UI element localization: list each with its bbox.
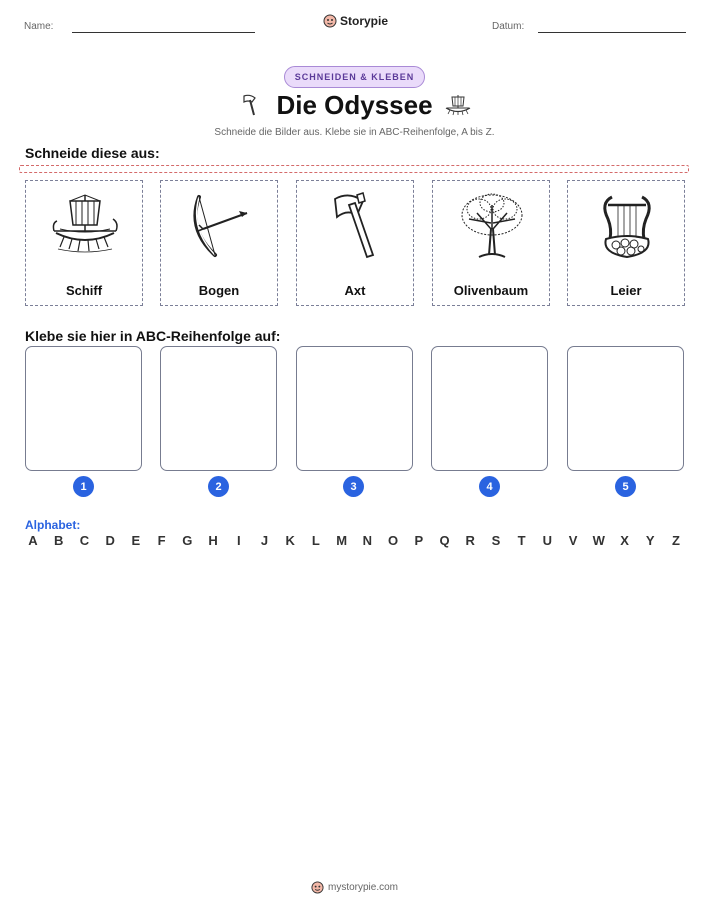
alphabet-letter: L — [311, 533, 320, 548]
alphabet-letter: R — [465, 533, 475, 548]
alphabet-letter: E — [131, 533, 141, 548]
storypie-logo — [323, 14, 388, 28]
slot-number-3: 3 — [343, 476, 364, 497]
alphabet-letter: W — [592, 533, 605, 548]
cut-card-ship[interactable] — [25, 180, 143, 306]
ship-icon — [50, 189, 120, 263]
alphabet-letter: Y — [645, 533, 655, 548]
date-line[interactable] — [538, 32, 686, 33]
axe-icon — [321, 189, 391, 263]
alphabet-letter: F — [157, 533, 166, 548]
brand-name: Storypie — [340, 14, 389, 28]
alphabet-letter: X — [620, 533, 629, 548]
alphabet-letter: U — [542, 533, 553, 548]
activity-badge: SCHNEIDEN & KLEBEN — [284, 66, 425, 88]
alphabet-letter: Z — [671, 533, 680, 548]
bow-icon — [185, 189, 255, 263]
paste-slot-5[interactable] — [567, 346, 684, 471]
ship-small-icon — [444, 93, 472, 117]
card-label-ship: Schiff — [65, 283, 103, 298]
slot-number-1: 1 — [73, 476, 94, 497]
instructions: Schneide die Bilder aus. Klebe sie in ABC-Reihenfolge, A bis Z. — [214, 127, 495, 138]
cut-card-bow[interactable] — [160, 180, 278, 306]
paste-slot-3[interactable] — [296, 346, 413, 471]
alphabet-title: Alphabet: — [25, 518, 81, 532]
date-label: Datum: — [492, 21, 525, 32]
alphabet-letter: H — [208, 533, 218, 548]
card-label-bow: Bogen — [198, 283, 240, 298]
slot-number-2: 2 — [208, 476, 229, 497]
cut-heading: Schneide diese aus: — [25, 145, 160, 161]
name-label: Name: — [24, 21, 54, 32]
cut-card-lyre[interactable] — [567, 180, 685, 306]
alphabet-letter: N — [362, 533, 373, 548]
card-label-olive-tree: Olivenbaum — [453, 283, 529, 298]
slot-number-4: 4 — [479, 476, 500, 497]
alphabet-letter: T — [517, 533, 526, 548]
storypie-mascot-icon — [323, 14, 337, 28]
alphabet-letter: O — [388, 533, 399, 548]
alphabet-letter: G — [182, 533, 193, 548]
card-label-lyre: Leier — [610, 283, 642, 298]
storypie-mascot-icon — [311, 881, 324, 894]
alphabet-row — [25, 533, 684, 548]
alphabet-letter: M — [336, 533, 348, 548]
lyre-icon — [592, 189, 662, 263]
cut-card-olive-tree[interactable] — [432, 180, 550, 306]
cut-line — [19, 165, 689, 173]
alphabet-letter: C — [79, 533, 90, 548]
slot-number-5: 5 — [615, 476, 636, 497]
cut-card-axe[interactable] — [296, 180, 414, 306]
alphabet-letter: D — [105, 533, 115, 548]
alphabet-letter: S — [491, 533, 501, 548]
alphabet-letter: B — [54, 533, 64, 548]
paste-slot-2[interactable] — [160, 346, 277, 471]
alphabet-letter: V — [568, 533, 578, 548]
alphabet-letter: P — [414, 533, 424, 548]
alphabet-letter: Q — [439, 533, 450, 548]
page-title: Die Odyssee — [276, 90, 433, 120]
paste-slot-1[interactable] — [25, 346, 142, 471]
alphabet-letter: J — [260, 533, 269, 548]
paste-slot-4[interactable] — [431, 346, 548, 471]
card-label-axe: Axt — [344, 283, 366, 298]
paste-heading: Klebe sie hier in ABC-Reihenfolge auf: — [25, 328, 281, 344]
olive-tree-icon — [457, 189, 527, 263]
footer — [0, 881, 709, 894]
alphabet-letter: A — [28, 533, 38, 548]
footer-url[interactable]: mystorypie.com — [327, 882, 398, 893]
name-line[interactable] — [72, 32, 255, 33]
alphabet-letter: I — [236, 533, 241, 548]
alphabet-letter: K — [285, 533, 295, 548]
